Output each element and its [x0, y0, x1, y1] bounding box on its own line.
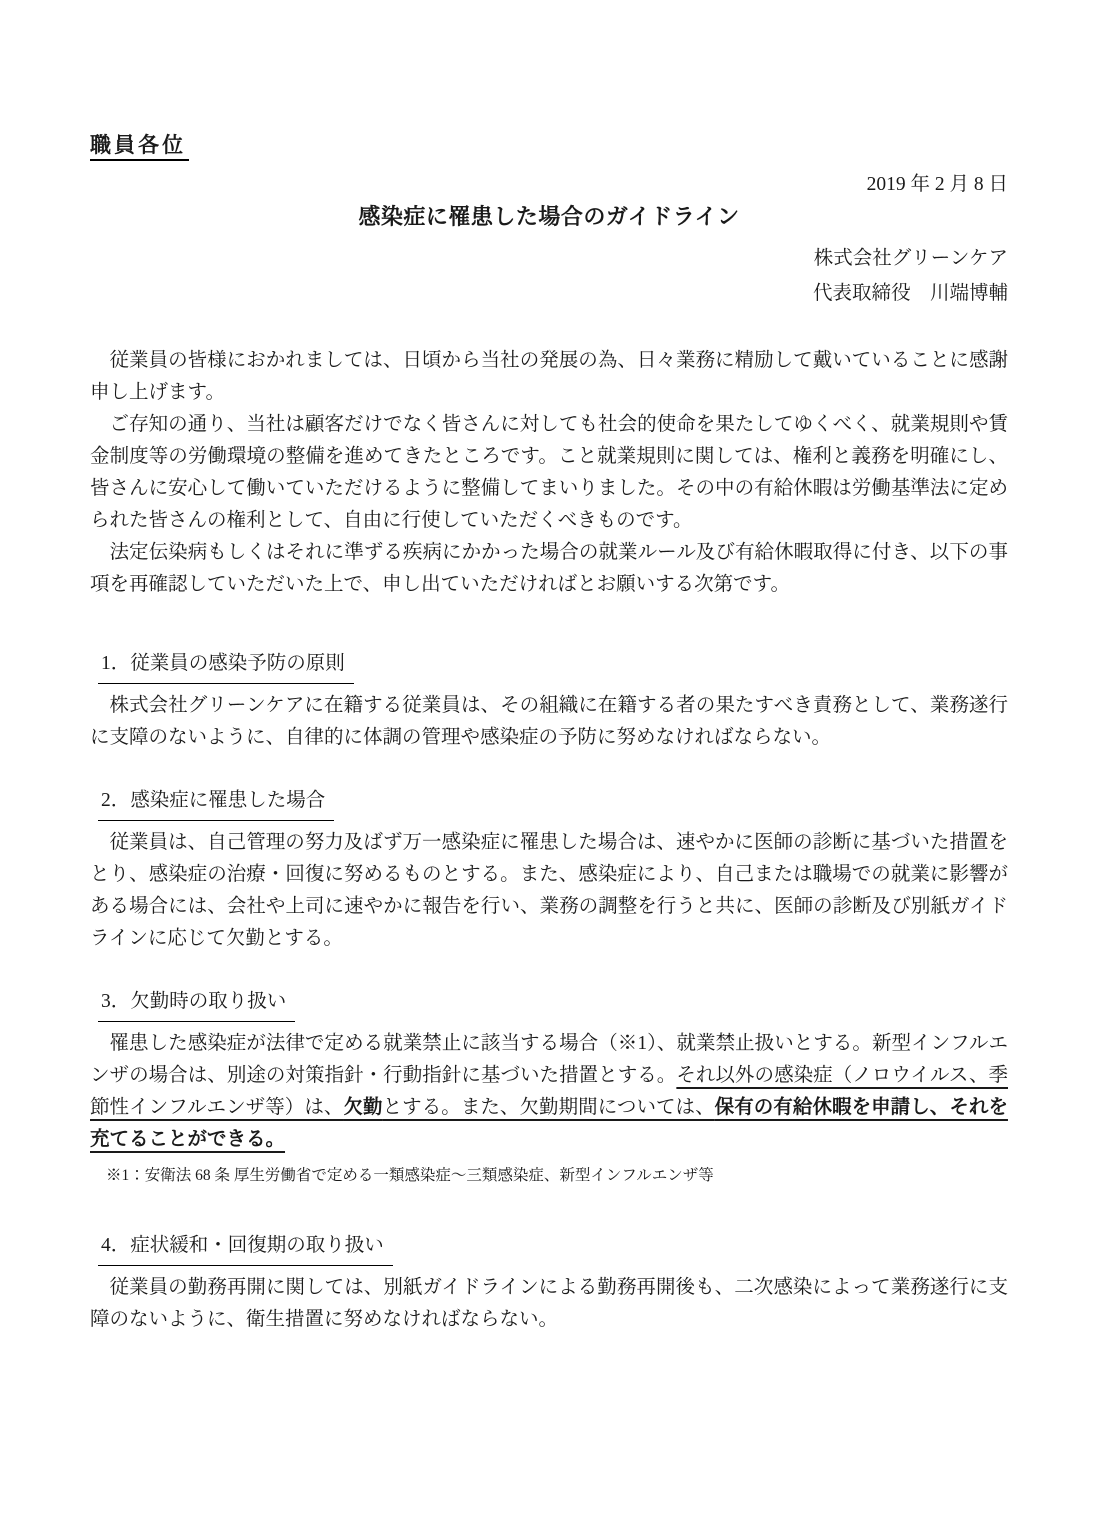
section-4-body — [90, 1272, 1008, 1336]
text-segment: 罹患した感染症が法律で定める就業禁止に該当する場合（※1）、就業禁止扱いとする。新型インフルエンザの場合は、別途の対策指針・行動指針に基づいた措置とする。 — [90, 1033, 1008, 1086]
section-3-heading-text: 3．欠勤時の取り扱い — [98, 986, 295, 1022]
document-title: 感染症に罹患した場合のガイドライン — [358, 204, 740, 229]
text-segment: 保有の有給休暇を申請し、それを充てることができる。 — [90, 1097, 1008, 1150]
section-3-body — [90, 1028, 1008, 1156]
document-date: 2019 年 2 月 8 日 — [866, 174, 1008, 195]
company-name: 株式会社グリーンケア — [813, 248, 1008, 269]
addressee-line — [90, 133, 1008, 161]
section-3 — [90, 986, 1008, 1188]
text-segment: 従業員は、自己管理の努力及ばず万一感染症に罹患した場合は、速やかに医師の診断に基づいた措置をとり、感染症の治療・回復に努めるものとする。また、感染症により、自己または職場での就業に影響がある場合には、会社や上司に速やかに報告を行い、業務の調整を行うと共に、医師の診断及び別紙ガイドラインに応じて欠勤とする。 — [90, 832, 1008, 949]
sender-block — [90, 241, 1008, 311]
text-segment: それ以外の感染症（ノロウイルス、季節性インフルエンザ等）は、 — [90, 1065, 1008, 1118]
section-1 — [90, 648, 1008, 754]
section-2-heading — [98, 785, 1008, 821]
section-1-heading — [98, 648, 1008, 684]
section-3-heading — [98, 986, 1008, 1022]
section-4 — [90, 1230, 1008, 1336]
addressee-text: 職員各位 — [90, 133, 189, 161]
intro-paragraphs — [90, 345, 1008, 601]
intro-paragraph-2: ご存知の通り、当社は顧客だけでなく皆さんに対しても社会的使命を果たしてゆくべく、就業規則や賃金制度等の労働環境の整備を進めてきたところです。こと就業規則に関しては、権利と義務を明確にし、皆さんに安心して働いていただけるように整備してまいりました。その中の有給休暇は労働基準法に定められた皆さんの権利として、自由に行使していただくべきものです。 — [90, 414, 1008, 531]
signer-name: 代表取締役 川端博輔 — [812, 283, 1008, 304]
text-segment: 従業員の勤務再開に関しては、別紙ガイドラインによる勤務再開後も、二次感染によって業務遂行に支障のないように、衛生措置に努めなければならない。 — [90, 1277, 1008, 1330]
text-segment: 株式会社グリーンケアに在籍する従業員は、その組織に在籍する者の果たすべき責務として、業務遂行に支障のないように、自律的に体調の管理や感染症の予防に努めなければならない。 — [90, 695, 1008, 748]
section-4-heading — [98, 1230, 1008, 1266]
section-2-heading-text: 2．感染症に罹患した場合 — [98, 785, 334, 821]
intro-paragraph-1: 従業員の皆様におかれましては、日頃から当社の発展の為、日々業務に精励して戴いていることに感謝申し上げます。 — [90, 350, 1008, 403]
text-segment: 欠勤 — [343, 1097, 383, 1118]
intro-paragraph-3: 法定伝染病もしくはそれに準ずる疾病にかかった場合の就業ルール及び有給休暇取得に付き、以下の事項を再確認していただいた上で、申し出ていただければとお願いする次第です。 — [90, 542, 1008, 595]
section-2 — [90, 785, 1008, 955]
footnote: ※1：安衛法 68 条 厚生労働省で定める一類感染症～三類感染症、新型インフルエンザ等 — [106, 1167, 714, 1184]
section-1-heading-text: 1．従業員の感染予防の原則 — [98, 648, 354, 684]
section-1-body — [90, 690, 1008, 754]
section-4-heading-text: 4．症状緩和・回復期の取り扱い — [98, 1230, 393, 1266]
section-2-body — [90, 827, 1008, 955]
text-segment: とする。また、欠勤期間については、 — [382, 1097, 715, 1118]
